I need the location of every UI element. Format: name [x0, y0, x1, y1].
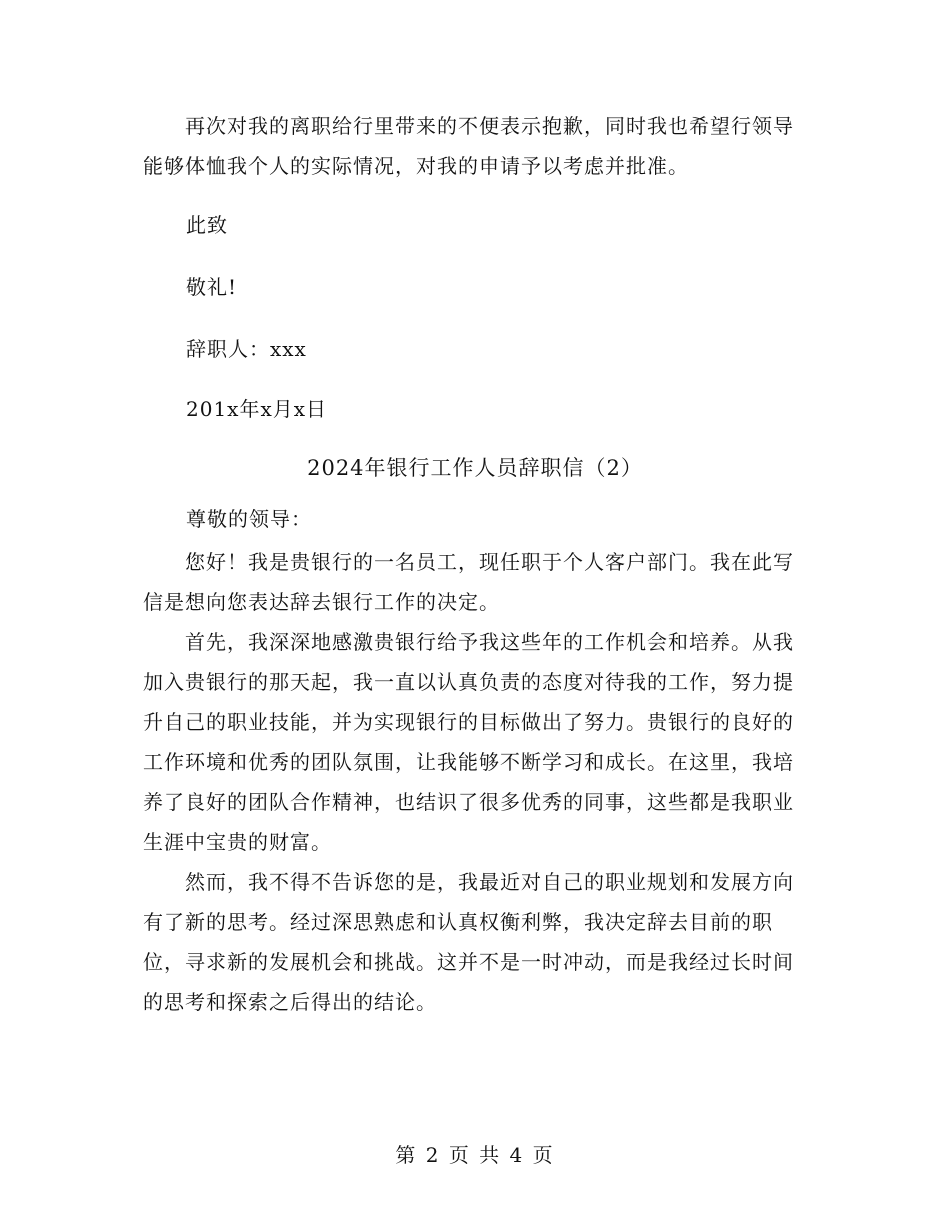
closing-cizhi: 此致	[186, 213, 228, 237]
body-paragraph	[143, 862, 807, 1022]
letter-body	[143, 542, 807, 1022]
letter-title: 2024年银行工作人员辞职信（2）	[307, 456, 643, 480]
body-paragraph-text: 您好！我是贵银行的一名员工，现任职于个人客户部门。我在此写信是想向您表达辞去银行工作的决定。	[143, 550, 794, 614]
continuation-text: 再次对我的离职给行里带来的不便表示抱歉，同时我也希望行领导能够体恤我个人的实际情况，对我的申请予以考虑并批准。	[143, 114, 794, 178]
closing-jingli: 敬礼!	[186, 275, 238, 299]
body-paragraph	[143, 622, 807, 862]
letter-greeting: 尊敬的领导：	[186, 507, 312, 531]
date-line: 201x年x月x日	[186, 397, 328, 421]
body-paragraph-text: 首先，我深深地感激贵银行给予我这些年的工作机会和培养。从我加入贵银行的那天起，我一直以认真负责的态度对待我的工作，努力提升自己的职业技能，并为实现银行的目标做出了努力。贵银行的良好的工作环境和优秀的团队氛围，让我能够不断学习和成长。在这里，我培养了良好的团队合作精神，也结识了很多优秀的同事，这些都是我职业生涯中宝贵的财富。	[143, 630, 794, 854]
signer-line: 辞职人：xxx	[186, 337, 307, 361]
continuation-paragraph	[143, 106, 807, 186]
page-footer: 第 2 页 共 4 页	[395, 1143, 555, 1167]
body-paragraph-text: 然而，我不得不告诉您的是，我最近对自己的职业规划和发展方向有了新的思考。经过深思熟虑和认真权衡利弊，我决定辞去目前的职位，寻求新的发展机会和挑战。这并不是一时冲动，而是我经过长时间的思考和探索之后得出的结论。	[143, 870, 794, 1014]
body-paragraph	[143, 542, 807, 622]
